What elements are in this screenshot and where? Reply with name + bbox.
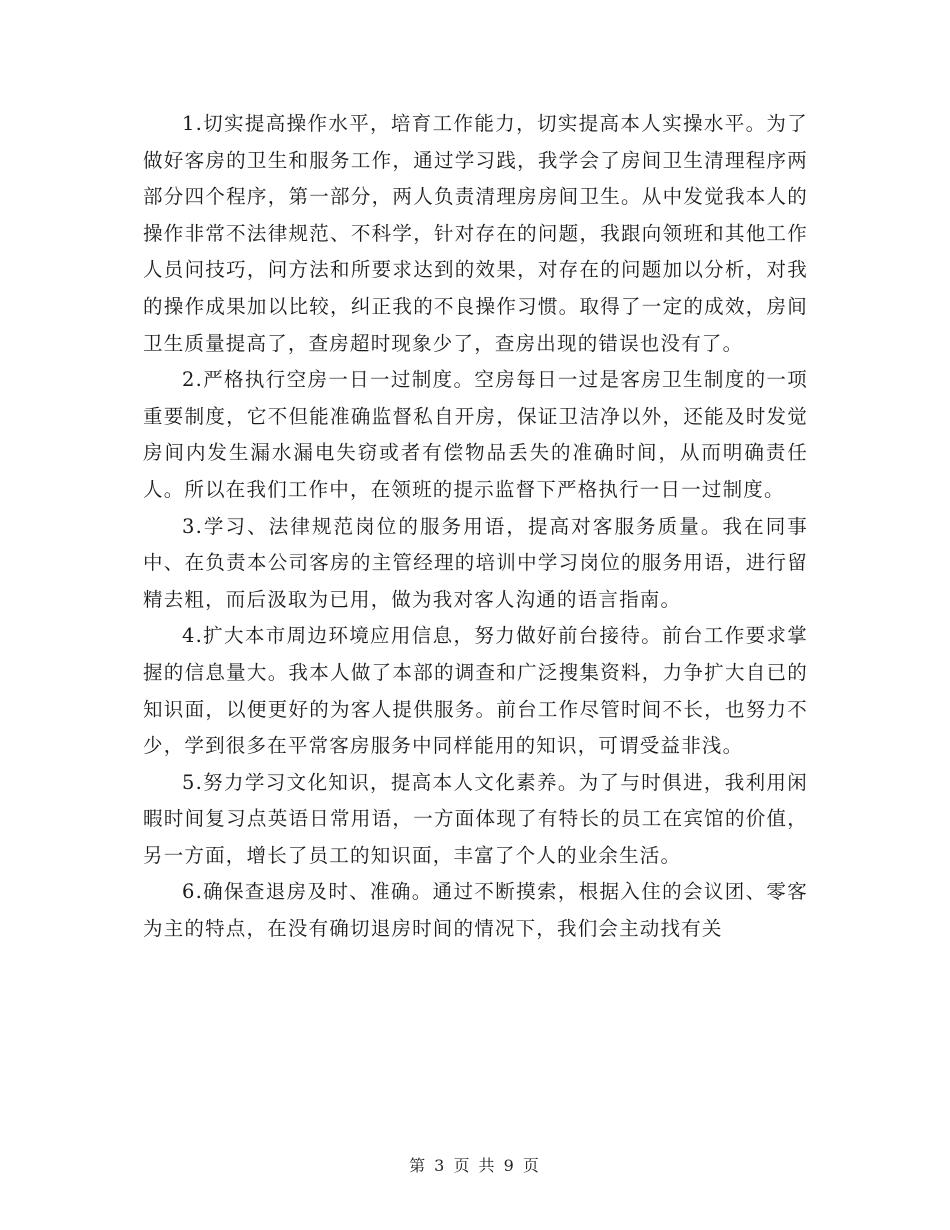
paragraph-5: 5.努力学习文化知识，提高本人文化素养。为了与时俱进，我利用闲暇时间复习点英语日常用语，一方面体现了有特长的员工在宾馆的价值，另一方面，增长了员工的知识面，丰富了个人的业余生活。: [143, 770, 808, 867]
paragraph-3: 3.学习、法律规范岗位的服务用语，提高对客服务质量。我在同事中、在负责本公司客房的主管经理的培训中学习岗位的服务用语，进行留精去粗，而后汲取为已用，做为我对客人沟通的语言指南。: [143, 514, 808, 611]
document-body: [143, 106, 808, 948]
paragraph-1: 1.切实提高操作水平，培育工作能力，切实提高本人实操水平。为了做好客房的卫生和服务工作，通过学习践，我学会了房间卫生清理程序两部分四个程序，第一部分，两人负责清理房房间卫生。从中发觉我本人的操作非常不法律规范、不科学，针对存在的问题，我跟向领班和其他工作人员问技巧，问方法和所要求达到的效果，对存在的问题加以分析，对我的操作成果加以比较，纠正我的不良操作习惯。取得了一定的成效，房间卫生质量提高了，查房超时现象少了，查房出现的错误也没有了。: [143, 112, 808, 355]
page-number-footer: 第 3 页 共 9 页: [409, 1156, 541, 1175]
paragraph-2: 2.严格执行空房一日一过制度。空房每日一过是客房卫生制度的一项重要制度，它不但能准确监督私自开房，保证卫洁净以外，还能及时发觉房间内发生漏水漏电失窃或者有偿物品丢失的准确时间，从而明确责任人。所以在我们工作中，在领班的提示监督下严格执行一日一过制度。: [143, 368, 808, 501]
paragraph-6: 6.确保查退房及时、准确。通过不断摸索，根据入住的会议团、零客为主的特点，在没有确切退房时间的情况下，我们会主动找有关: [143, 880, 808, 941]
paragraph-4: 4.扩大本市周边环境应用信息，努力做好前台接待。前台工作要求掌握的信息量大。我本人做了本部的调查和广泛搜集资料，力争扩大自已的知识面，以便更好的为客人提供服务。前台工作尽管时间不长，也努力不少，学到很多在平常客房服务中同样能用的知识，可谓受益非浅。: [143, 624, 808, 758]
